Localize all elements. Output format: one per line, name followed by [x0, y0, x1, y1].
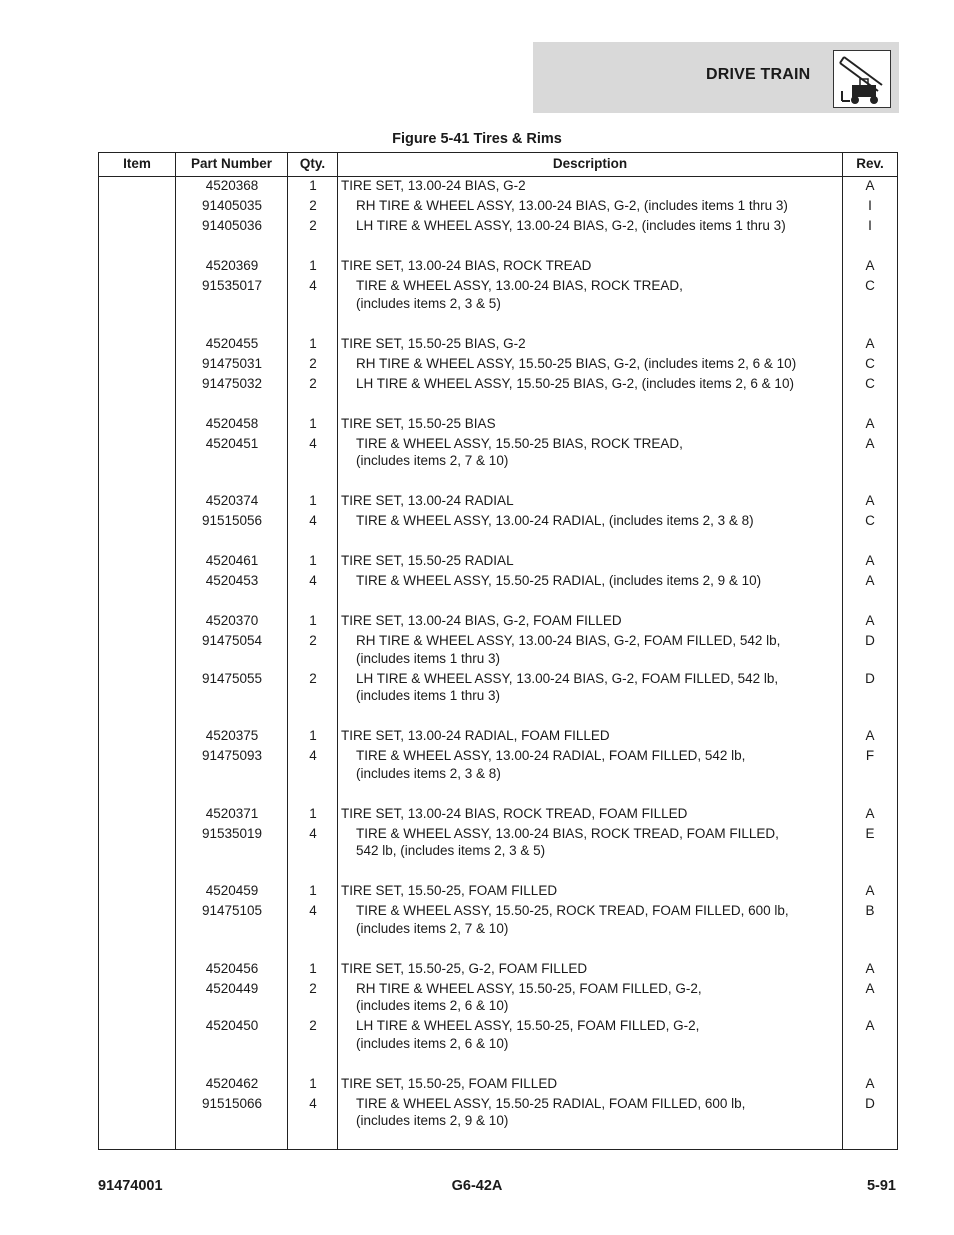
description: [341, 552, 841, 570]
quantity: 1: [309, 335, 317, 351]
table-row: [99, 632, 897, 667]
quantity: 1: [309, 493, 317, 508]
revision: A: [865, 573, 875, 588]
description: [341, 960, 841, 978]
table-header: [99, 153, 897, 177]
revision: A: [865, 335, 875, 351]
part-number: 4520462: [205, 1075, 259, 1091]
section-header: [533, 42, 899, 113]
table-row: [99, 727, 897, 745]
quantity: 1: [309, 883, 317, 898]
description: [356, 277, 836, 312]
description-line: (includes items 1 thru 3): [356, 688, 501, 703]
description-line: TIRE SET, 13.00-24 RADIAL, FOAM FILLED: [341, 728, 610, 743]
description-line: TIRE SET, 15.50-25, G-2, FOAM FILLED: [341, 960, 588, 976]
revision: D: [865, 1095, 875, 1111]
description: [356, 980, 836, 1015]
description-line: (includes items 2, 7 & 10): [356, 453, 509, 468]
revision: C: [865, 278, 875, 293]
table-row: [99, 747, 897, 782]
part-number: 4520456: [205, 960, 259, 976]
revision: A: [865, 493, 875, 508]
quantity: 1: [309, 415, 317, 431]
description-line: (includes items 2, 7 & 10): [356, 920, 509, 936]
quantity: 1: [309, 178, 317, 193]
part-number: 4520370: [205, 613, 259, 628]
revision: A: [865, 178, 875, 193]
footer-part-number: 91474001: [98, 1178, 163, 1194]
revision: D: [865, 633, 875, 648]
revision: A: [865, 258, 875, 273]
quantity: 1: [309, 960, 317, 976]
part-number: 4520450: [205, 1018, 259, 1033]
revision: A: [865, 980, 875, 996]
table-row: [99, 980, 897, 1015]
description-line: TIRE & WHEEL ASSY, 15.50-25 BIAS, ROCK TREAD,: [356, 435, 683, 451]
table-row: [99, 335, 897, 353]
revision: A: [865, 415, 875, 431]
description: [356, 435, 836, 470]
part-number: 4520375: [205, 728, 259, 743]
description-line: (includes items 1 thru 3): [356, 650, 501, 666]
table-row: [99, 435, 897, 470]
quantity: 4: [309, 278, 317, 293]
footer-page-number: 5-91: [866, 1178, 896, 1194]
table-row: [99, 612, 897, 630]
quantity: 2: [309, 218, 317, 233]
revision: A: [865, 728, 875, 743]
table-row: [99, 257, 897, 275]
col-header-rev: Rev.: [856, 156, 884, 171]
description: [356, 825, 836, 860]
part-number: 4520374: [205, 493, 259, 508]
table-row: [99, 1075, 897, 1093]
description: [356, 375, 836, 393]
col-header-item: Item: [123, 156, 151, 171]
description-line: LH TIRE & WHEEL ASSY, 15.50-25 BIAS, G-2, (includes items 2, 6 & 10): [356, 375, 794, 391]
quantity: 2: [309, 633, 317, 648]
description-line: TIRE SET, 15.50-25 RADIAL: [341, 553, 514, 568]
quantity: 2: [309, 980, 317, 996]
revision: C: [865, 513, 875, 528]
part-number: 91515056: [201, 513, 263, 528]
description: [341, 177, 841, 195]
description: [356, 572, 836, 590]
description-line: TIRE SET, 13.00-24 RADIAL: [341, 493, 514, 508]
table-row: [99, 1017, 897, 1052]
description: [341, 335, 841, 353]
description: [341, 492, 841, 510]
table-row: [99, 902, 897, 937]
table-row: [99, 375, 897, 393]
quantity: 4: [309, 1095, 317, 1111]
col-header-description: Description: [552, 156, 628, 171]
description-line: (includes items 2, 3 & 8): [356, 765, 501, 781]
description: [356, 197, 836, 215]
revision: I: [868, 218, 872, 233]
quantity: 4: [309, 573, 317, 588]
part-number: 91475031: [201, 355, 263, 371]
description-line: TIRE SET, 15.50-25, FOAM FILLED: [341, 883, 558, 898]
revision: A: [865, 960, 875, 976]
description-line: TIRE SET, 15.50-25 BIAS, G-2: [341, 335, 526, 351]
part-number: 91515066: [201, 1095, 263, 1111]
table-row: [99, 177, 897, 195]
quantity: 4: [309, 825, 317, 841]
figure-title: Figure 5-41 Tires & Rims: [392, 131, 562, 147]
description: [356, 632, 836, 667]
quantity: 2: [309, 375, 317, 391]
revision: I: [868, 198, 872, 213]
revision: A: [865, 553, 875, 568]
description: [356, 1095, 836, 1130]
part-number: 4520371: [205, 805, 259, 821]
description: [356, 512, 836, 530]
part-number: 91475054: [201, 633, 263, 648]
description-line: TIRE SET, 15.50-25 BIAS: [341, 415, 496, 431]
description: [341, 612, 841, 630]
revision: C: [865, 375, 875, 391]
description: [356, 747, 836, 782]
quantity: 1: [309, 258, 317, 273]
description-line: TIRE & WHEEL ASSY, 15.50-25 RADIAL, (includes items 2, 9 & 10): [356, 573, 762, 588]
part-number: 4520368: [205, 178, 259, 193]
quantity: 2: [309, 1018, 317, 1033]
table-row: [99, 960, 897, 978]
parts-table: [98, 152, 898, 1150]
revision: D: [865, 670, 875, 686]
description: [356, 355, 836, 373]
table-row: [99, 415, 897, 433]
description: [341, 882, 841, 900]
description-line: TIRE SET, 13.00-24 BIAS, ROCK TREAD: [341, 258, 592, 273]
description-line: TIRE & WHEEL ASSY, 13.00-24 RADIAL, FOAM FILLED, 542 lb,: [356, 748, 746, 763]
description: [356, 1017, 836, 1052]
quantity: 4: [309, 435, 317, 451]
description: [341, 727, 841, 745]
revision: A: [865, 883, 875, 898]
part-number: 4520369: [205, 258, 259, 273]
quantity: 4: [309, 513, 317, 528]
description-line: RH TIRE & WHEEL ASSY, 13.00-24 BIAS, G-2, FOAM FILLED, 542 lb,: [356, 633, 781, 648]
table-row: [99, 552, 897, 570]
description-line: RH TIRE & WHEEL ASSY, 13.00-24 BIAS, G-2, (includes items 1 thru 3): [356, 198, 788, 213]
table-row: [99, 512, 897, 530]
col-header-qty: Qty.: [299, 156, 326, 171]
table-row: [99, 277, 897, 312]
table-row: [99, 670, 897, 705]
description-line: LH TIRE & WHEEL ASSY, 13.00-24 BIAS, G-2, FOAM FILLED, 542 lb,: [356, 670, 779, 686]
description-line: RH TIRE & WHEEL ASSY, 15.50-25 BIAS, G-2, (includes items 2, 6 & 10): [356, 355, 797, 371]
revision: A: [865, 1018, 875, 1033]
part-number: 91475032: [201, 375, 263, 391]
quantity: 2: [309, 355, 317, 371]
col-header-part-number: Part Number: [190, 156, 273, 171]
description: [341, 415, 841, 433]
table-row: [99, 492, 897, 510]
revision: A: [865, 613, 875, 628]
quantity: 4: [309, 903, 317, 918]
description-line: TIRE SET, 13.00-24 BIAS, G-2: [341, 178, 526, 193]
revision: C: [865, 355, 875, 371]
description: [356, 902, 836, 937]
description-line: RH TIRE & WHEEL ASSY, 15.50-25, FOAM FILLED, G-2,: [356, 980, 702, 996]
part-number: 4520461: [205, 553, 259, 568]
table-row: [99, 1095, 897, 1130]
section-title: DRIVE TRAIN: [706, 66, 811, 83]
description-line: TIRE SET, 13.00-24 BIAS, G-2, FOAM FILLED: [341, 613, 622, 628]
description-line: 542 lb, (includes items 2, 3 & 5): [356, 843, 546, 858]
description: [356, 670, 836, 705]
quantity: 4: [309, 748, 317, 763]
part-number: 4520453: [205, 573, 259, 588]
footer-model: G6-42A: [451, 1178, 503, 1194]
description-line: TIRE & WHEEL ASSY, 13.00-24 RADIAL, (includes items 2, 3 & 8): [356, 513, 754, 528]
description-line: TIRE SET, 15.50-25, FOAM FILLED: [341, 1075, 558, 1091]
revision: B: [865, 903, 875, 918]
part-number: 91475093: [201, 748, 263, 763]
description-line: (includes items 2, 6 & 10): [356, 1035, 509, 1051]
description-line: TIRE & WHEEL ASSY, 15.50-25, ROCK TREAD, FOAM FILLED, 600 lb,: [356, 903, 789, 918]
revision: A: [865, 435, 875, 451]
quantity: 2: [309, 670, 317, 686]
table-row: [99, 572, 897, 590]
description-line: (includes items 2, 9 & 10): [356, 1113, 509, 1128]
part-number: 4520458: [205, 415, 259, 431]
table-row: [99, 355, 897, 373]
part-number: 91535019: [201, 825, 263, 841]
description-line: TIRE & WHEEL ASSY, 15.50-25 RADIAL, FOAM FILLED, 600 lb,: [356, 1095, 746, 1111]
description-line: LH TIRE & WHEEL ASSY, 13.00-24 BIAS, G-2, (includes items 1 thru 3): [356, 218, 786, 233]
part-number: 91475055: [201, 670, 263, 686]
description-line: (includes items 2, 6 & 10): [356, 998, 509, 1013]
part-number: 91535017: [201, 278, 263, 293]
part-number: 4520451: [205, 435, 259, 451]
description: [356, 217, 836, 235]
part-number: 91405035: [201, 198, 263, 213]
description: [341, 257, 841, 275]
revision: A: [865, 805, 875, 821]
table-row: [99, 217, 897, 235]
quantity: 1: [309, 728, 317, 743]
quantity: 1: [309, 613, 317, 628]
part-number: 4520449: [205, 980, 259, 996]
description-line: LH TIRE & WHEEL ASSY, 15.50-25, FOAM FILLED, G-2,: [356, 1018, 700, 1033]
quantity: 1: [309, 805, 317, 821]
part-number: 91475105: [201, 903, 263, 918]
table-row: [99, 882, 897, 900]
quantity: 2: [309, 198, 317, 213]
part-number: 4520455: [205, 335, 259, 351]
quantity: 1: [309, 1075, 317, 1091]
table-row: [99, 825, 897, 860]
description-line: TIRE & WHEEL ASSY, 13.00-24 BIAS, ROCK TREAD, FOAM FILLED,: [356, 825, 779, 841]
quantity: 1: [309, 553, 317, 568]
revision: A: [865, 1075, 875, 1091]
part-number: 91405036: [201, 218, 263, 233]
telehandler-icon: [833, 50, 891, 108]
description-line: TIRE & WHEEL ASSY, 13.00-24 BIAS, ROCK TREAD,: [356, 278, 683, 293]
table-row: [99, 197, 897, 215]
description-line: (includes items 2, 3 & 5): [356, 295, 501, 311]
description: [341, 805, 841, 823]
description-line: TIRE SET, 13.00-24 BIAS, ROCK TREAD, FOAM FILLED: [341, 805, 688, 821]
description: [341, 1075, 841, 1093]
table-row: [99, 805, 897, 823]
revision: F: [865, 748, 875, 763]
revision: E: [865, 825, 875, 841]
part-number: 4520459: [205, 883, 259, 898]
